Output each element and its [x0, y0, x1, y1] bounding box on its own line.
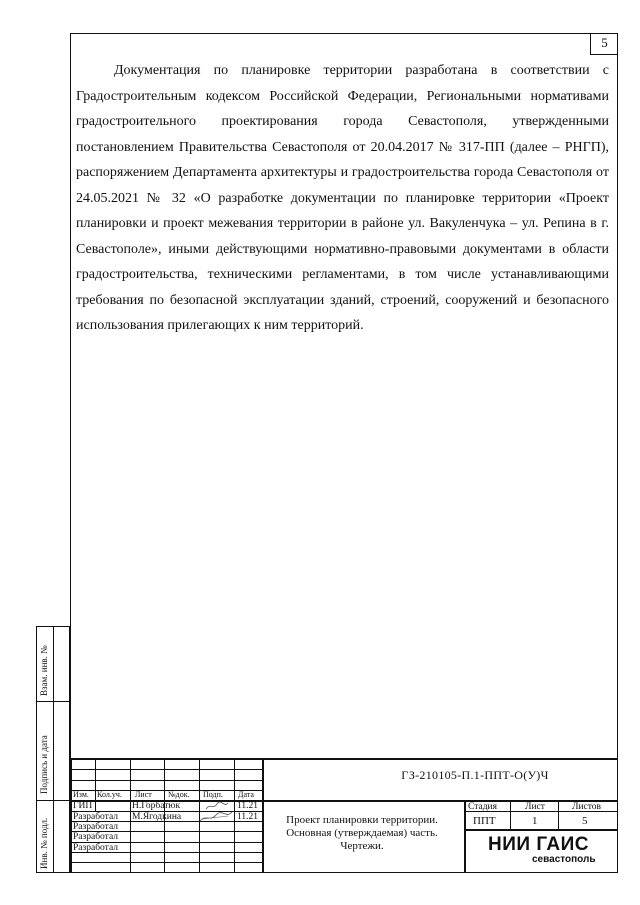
- sheets-value: 5: [582, 815, 588, 827]
- signature-2: [198, 810, 234, 824]
- page-number: 5: [590, 33, 618, 55]
- row-date: 11.21: [237, 812, 259, 822]
- stage-value: ППТ: [473, 815, 496, 827]
- header-list: Лист: [135, 790, 152, 799]
- title-line-3: Чертежи.: [340, 840, 384, 852]
- row-role: Разработал: [73, 832, 118, 842]
- title-block: [70, 758, 618, 873]
- header-ndok: №док.: [168, 790, 190, 799]
- row-name: Н.Горбатюк: [132, 801, 181, 811]
- row-role: ГИП: [73, 801, 93, 811]
- document-title: [266, 814, 458, 853]
- side-strip: [36, 626, 70, 873]
- header-izm: Изм.: [73, 790, 89, 799]
- title-line-1: Проект планировки территории.: [286, 814, 438, 826]
- row-name: М.Ягодкина: [132, 812, 182, 822]
- row-date: 11.21: [237, 801, 259, 811]
- company-logo: НИИ ГАИС: [488, 834, 589, 855]
- stage-label: Стадия: [468, 802, 497, 812]
- side-label-podpis: Подпись и дата: [39, 735, 49, 794]
- title-line-2: Основная (утверждаемая) часть.: [286, 827, 438, 839]
- row-role: Разработал: [73, 822, 118, 832]
- row-role: Разработал: [73, 812, 118, 822]
- body-text: [76, 58, 609, 339]
- side-label-inv: Инв. № подл.: [39, 817, 49, 869]
- header-kol: Кол.уч.: [97, 790, 122, 799]
- doc-code: ГЗ-210105-П.1-ППТ-О(У)Ч: [401, 768, 549, 782]
- sheet-label: Лист: [525, 802, 545, 812]
- company-logo-sub: севастополь: [532, 854, 596, 865]
- sheets-label: Листов: [572, 802, 602, 812]
- body-paragraph: Документация по планировке территории разработана в соответствии с Градостроительным кодексом Российской Федерации, Региональными нормативами градостроительного проектирования города Севастополя, утвержденными постановлением Правительства Севастополя от 20.04.2017 № 317-ПП (далее – РНГП), распоряжением Департамента архитектуры и градостроительства города Севастополя от 24.05.2021 № 32 «О разработке документации по планировке территории «Проект планировки и проект межевания территории в районе ул. Вакуленчука – ул. Репина в г. Севастополе», иными действующими нормативно-правовыми документами в области градостроительства, техническими регламентами, в том числе устанавливающими требования по безопасной эксплуатации зданий, строений, сооружений и безопасного использования прилегающих к ним территорий.: [76, 63, 609, 333]
- side-label-vzam: Взам. инв. №: [39, 645, 49, 696]
- sheet-value: 1: [532, 815, 538, 827]
- header-data: Дата: [238, 790, 254, 799]
- row-role: Разработал: [73, 843, 118, 853]
- header-podp: Подп.: [203, 790, 223, 799]
